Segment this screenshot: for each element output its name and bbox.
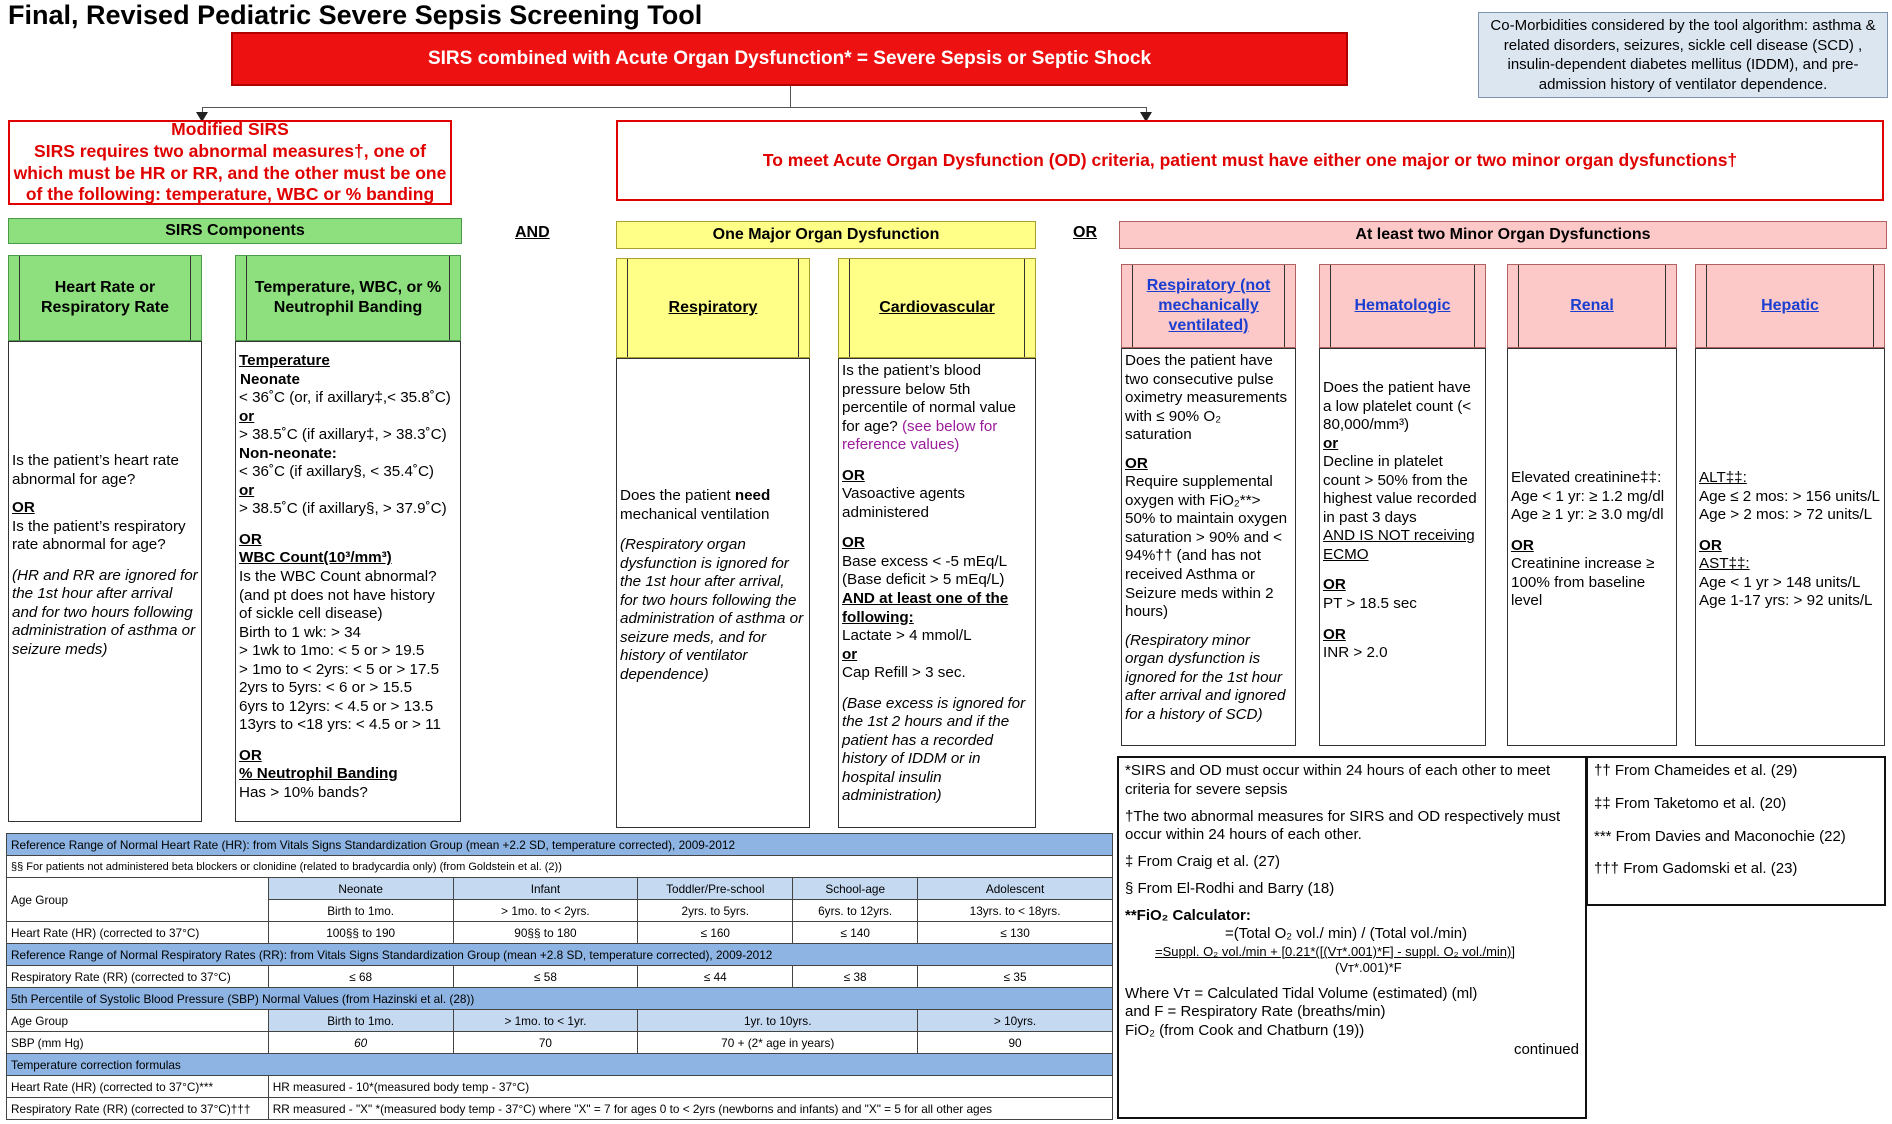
or-label: OR — [239, 530, 262, 548]
or-label: or — [842, 645, 858, 663]
age-range-cell: 6yrs. to 12yrs. — [793, 900, 918, 922]
or-label: OR — [842, 466, 865, 484]
fio2-formula: =(Total O₂ vol./ min) / (Total vol./min) — [1225, 925, 1468, 943]
or-label: OR — [1125, 454, 1148, 472]
age-group-label: Age Group — [7, 1010, 269, 1032]
wbc-label: WBC Count(10³/mm³) — [239, 549, 392, 567]
temp-wbc-header: Temperature, WBC, or % Neutrophil Banding — [235, 255, 461, 341]
cv-note: (Base excess is ignored for the 1st 2 hours and if the patient has a recorded history of IDDM or in hospital insulin administration) — [842, 694, 1026, 805]
rr-value-cell: ≤ 68 — [268, 966, 453, 988]
major-od-header: One Major Organ Dysfunction — [616, 221, 1036, 249]
sbp-group-cell: Birth to 1mo. — [268, 1010, 453, 1032]
fio2-title: **FiO₂ Calculator: — [1125, 906, 1251, 924]
renal-content — [1507, 348, 1677, 746]
wbc-line: (and pt does not have history — [239, 586, 435, 604]
renal-line: Creatinine increase ≥ 100% from baseline level — [1511, 555, 1655, 610]
minor-resp-note: (Respiratory minor organ dysfunction is ignored for the 1st hour after arrival and ignored for a history of SCD) — [1125, 631, 1286, 723]
reference-item: ‡‡ From Taketomo et al. (20) — [1594, 794, 1787, 812]
respiratory-note: (Respiratory organ dysfunction is ignored for the 1st hour after arrival, for two hours following the administration of asthma or seizure meds, and for history of ventilator dependence) — [620, 536, 804, 683]
wbc-line: Is the WBC Count abnormal? — [239, 568, 437, 586]
hematologic-content — [1319, 348, 1486, 746]
footnote: *SIRS and OD must occur within 24 hours of each other to meet criteria for severe sepsis — [1125, 762, 1551, 798]
age-range-cell: > 1mo. to < 2yrs. — [453, 900, 638, 922]
sbp-group-cell: > 1mo. to < 1yr. — [453, 1010, 638, 1032]
reference-item: †† From Chameides et al. (29) — [1594, 762, 1798, 779]
cv-line: Cap Refill > 3 sec. — [842, 664, 966, 682]
rr-formula-label: Respiratory Rate (RR) (corrected to 37°C)††† — [7, 1098, 269, 1120]
rr-value-cell: ≤ 35 — [918, 966, 1113, 988]
banding-label: % Neutrophil Banding — [239, 765, 398, 783]
hr-value-cell: ≤ 140 — [793, 922, 918, 944]
rr-question: Is the patient’s respiratory rate abnormal for age? — [12, 517, 186, 554]
hr-label: Heart Rate (HR) (corrected to 37°C) — [7, 922, 269, 944]
temp-line: < 36˚C (if axillary§, < 35.4˚C) — [239, 463, 434, 481]
connector-line — [790, 86, 791, 108]
fio2-formula: =Suppl. O₂ vol./min + [0.21*([(Vт*.001)*F] - suppl. O₂ vol./min)] — [1155, 944, 1515, 959]
renal-header: Renal — [1507, 264, 1677, 348]
hr-question: Is the patient’s heart rate abnormal for age? — [12, 452, 179, 488]
hematologic-header: Hematologic — [1319, 264, 1486, 348]
rr-value-cell: ≤ 44 — [638, 966, 793, 988]
or-label: or — [239, 481, 255, 499]
hr-value-cell: 90§§ to 180 — [453, 922, 638, 944]
sbp-value-cell: 90 — [918, 1032, 1113, 1054]
or-label: OR — [1323, 625, 1346, 643]
age-group-label: Age Group — [7, 878, 269, 922]
hr-value-cell: ≤ 160 — [638, 922, 793, 944]
wbc-line: > 1wk to 1mo: < 5 or > 19.5 — [239, 642, 425, 660]
temp-line: > 38.5˚C (if axillary§, > 37.9˚C) — [239, 500, 447, 518]
wbc-line: 2yrs to 5yrs: < 6 or > 15.5 — [239, 679, 413, 697]
cardiovascular-header: Cardiovascular — [838, 258, 1036, 358]
comorbidities-box: Co-Morbidities considered by the tool algorithm: asthma & related disorders, seizures, sickle cell disease (SCD) , insulin-dependent diabetes mellitus (IDDM), and pre-admission history of ventilator dependence. — [1478, 12, 1888, 98]
age-range-cell: 2yrs. to 5yrs. — [638, 900, 793, 922]
wbc-line: Birth to 1 wk: > 34 — [239, 623, 361, 641]
hepatic-content — [1695, 348, 1885, 746]
or-label: OR — [12, 499, 35, 517]
minor-respiratory-header: Respiratory (not mechanically ventilated) — [1121, 264, 1296, 348]
and-connector: AND — [515, 224, 550, 241]
temp-line: > 38.5˚C (if axillary‡, > 38.3˚C) — [239, 426, 447, 444]
cv-line: Vasoactive agents administered — [842, 485, 965, 521]
page-title: Final, Revised Pediatric Severe Sepsis Screening Tool — [8, 0, 703, 30]
heme-line: Does the patient have a low platelet count (< 80,000/mm³) — [1323, 379, 1472, 434]
fio2-where: FiO₂ (from Cook and Chatburn (19)) — [1125, 1022, 1365, 1039]
age-group-cell: Toddler/Pre-school — [638, 878, 793, 900]
hr-value-cell: ≤ 130 — [918, 922, 1113, 944]
age-group-cell: Adolescent — [918, 878, 1113, 900]
age-group-cell: School-age — [793, 878, 918, 900]
age-group-cell: Infant — [453, 878, 638, 900]
age-range-cell: 13yrs. to < 18yrs. — [918, 900, 1113, 922]
sbp-group-cell: 1yr. to 10yrs. — [638, 1010, 918, 1032]
hr-rr-note: (HR and RR are ignored for the 1st hour after arrival and for two hours following administration of asthma or seizure meds) — [12, 566, 198, 658]
sbp-value-cell: 60 — [268, 1032, 453, 1054]
wbc-line: 6yrs to 12yrs: < 4.5 or > 13.5 — [239, 697, 434, 715]
hr-rr-header: Heart Rate or Respiratory Rate — [8, 255, 202, 341]
heme-line: INR > 2.0 — [1323, 644, 1388, 662]
footnote: †The two abnormal measures for SIRS and OD respectively must occur within 24 hours of each other. — [1125, 807, 1561, 844]
reference-item: ††† From Gadomski et al. (23) — [1594, 860, 1798, 878]
connector-line — [202, 107, 1146, 108]
continued-label: continued — [1513, 1040, 1579, 1058]
or-label: OR — [842, 534, 865, 552]
sbp-label: SBP (mm Hg) — [7, 1032, 269, 1054]
or-label: or — [239, 407, 255, 425]
heme-line: Decline in platelet count > 50% from the highest value recorded in past 3 days — [1323, 453, 1477, 526]
hepatic-line: Age 1-17 yrs: > 92 units/L — [1699, 592, 1873, 610]
footnotes-box — [1117, 756, 1587, 1119]
rr-value-cell: ≤ 38 — [793, 966, 918, 988]
or-label: OR — [1511, 536, 1534, 554]
sirs-components-header: SIRS Components — [8, 218, 462, 244]
or-label: OR — [239, 746, 262, 764]
hepatic-line: Age ≤ 2 mos: > 156 units/L — [1699, 487, 1880, 505]
fio2-formula: (Vт*.001)*F — [1335, 960, 1402, 976]
wbc-line: 13yrs to <18 yrs: < 4.5 or > 11 — [239, 716, 441, 734]
renal-line: Age < 1 yr: ≥ 1.2 mg/dl — [1511, 487, 1665, 505]
wbc-line: > 1mo to < 2yrs: < 5 or > 17.5 — [239, 660, 440, 678]
cv-line: (Base deficit > 5 mEq/L) — [842, 571, 1005, 589]
wbc-line: of sickle cell disease) — [239, 605, 383, 623]
hr-value-cell: 100§§ to 190 — [268, 922, 453, 944]
temp-correction-title: Temperature correction formulas — [7, 1054, 1113, 1076]
sbp-group-cell: > 10yrs. — [918, 1010, 1113, 1032]
neonate-label: Neonate — [240, 370, 300, 388]
cv-line: AND at least one of the following: — [842, 590, 1009, 626]
temp-label: Temperature — [239, 352, 330, 369]
banding-line: Has > 10% bands? — [239, 784, 368, 802]
fio2-where: and F = Respiratory Rate (breaths/min) — [1125, 1003, 1386, 1021]
hepatic-header: Hepatic — [1695, 264, 1885, 348]
or-label: OR — [1323, 576, 1346, 594]
hr-rr-content — [8, 341, 202, 822]
minor-resp-line: Require supplemental oxygen with FiO₂**> 50% to maintain oxygen saturation > 90% and < 94%†† (and has not received Asthma or Seizure meds within 2 hours) — [1125, 473, 1288, 621]
major-respiratory-content — [616, 358, 810, 828]
major-respiratory-header: Respiratory — [616, 258, 810, 358]
reference-table — [6, 833, 1113, 1120]
temp-wbc-content — [235, 341, 461, 822]
rr-formula: RR measured - "X" *(measured body temp - 37°C) where "X" = 7 for ages 0 to < 2yrs (newborns and infants) and "X" = 5 for all other ages — [268, 1098, 1112, 1120]
footnote: ‡ From Craig et al. (27) — [1125, 853, 1281, 870]
fio2-where: Where Vт = Calculated Tidal Volume (estimated) (ml) — [1125, 984, 1478, 1002]
minor-respiratory-content — [1121, 348, 1296, 746]
footnote: § From El-Rodhi and Barry (18) — [1125, 879, 1335, 897]
or-connector: OR — [1073, 224, 1097, 241]
heme-line: AND IS NOT receiving ECMO — [1323, 527, 1475, 563]
hr-formula-label: Heart Rate (HR) (corrected to 37°C)*** — [7, 1076, 269, 1098]
sbp-value-cell: 70 — [453, 1032, 638, 1054]
organ-dysfunction-box — [616, 120, 1884, 201]
or-label: or — [1323, 434, 1339, 452]
rr-value-cell: ≤ 58 — [453, 966, 638, 988]
cardiovascular-content — [838, 358, 1036, 828]
minor-od-header: At least two Minor Organ Dysfunctions — [1119, 221, 1887, 249]
age-range-cell: Birth to 1mo. — [268, 900, 453, 922]
renal-line: Age ≥ 1 yr: ≥ 3.0 mg/dl — [1511, 506, 1664, 524]
non-neonate-label: Non-neonate: — [239, 444, 337, 462]
sirs-od-banner: SIRS combined with Acute Organ Dysfunction* = Severe Sepsis or Septic Shock — [231, 32, 1348, 86]
hr-range-note: §§ For patients not administered beta blockers or clonidine (related to bradycardia only) (from Goldstein et al. (2)) — [7, 856, 1113, 878]
modified-sirs-heading: Modified SIRS — [171, 118, 289, 139]
organ-dysfunction-text: To meet Acute Organ Dysfunction (OD) criteria, patient must have either one major or two minor organ dysfunctions† — [762, 149, 1738, 170]
ventilation-question: Does the patient need mechanical ventilation — [620, 487, 771, 523]
renal-line: Elevated creatinine‡‡: — [1511, 469, 1662, 486]
hepatic-line: Age < 1 yr > 148 units/L — [1699, 573, 1861, 591]
sbp-title: 5th Percentile of Systolic Blood Pressure (SBP) Normal Values (from Hazinski et al. (28)) — [7, 988, 1113, 1010]
or-label: OR — [1699, 536, 1722, 554]
hepatic-line: Age > 2 mos: > 72 units/L — [1699, 506, 1873, 524]
modified-sirs-box — [8, 120, 452, 205]
heme-line: PT > 18.5 sec — [1323, 595, 1417, 613]
temp-line: < 36˚C (or, if axillary‡,< 35.8˚C) — [239, 389, 451, 407]
cv-line: Lactate > 4 mmol/L — [842, 627, 972, 645]
bp-question: Is the patient’s blood pressure below 5th percentile of normal value for age? (see below for reference values) — [842, 362, 1016, 454]
rr-range-title: Reference Range of Normal Respiratory Rates (RR): from Vitals Signs Standardization Group (mean +2.8 SD, temperature corrected), 2009-2012 — [7, 944, 1113, 966]
sbp-value-cell: 70 + (2* age in years) — [638, 1032, 918, 1054]
minor-resp-line: Does the patient have two consecutive pulse oximetry measurements with ≤ 90% O₂ saturation — [1125, 352, 1288, 444]
modified-sirs-text: SIRS requires two abnormal measures†, one of which must be HR or RR, and the other must be one of the following: temperature, WBC or % banding — [13, 140, 447, 205]
reference-item: *** From Davies and Maconochie (22) — [1594, 827, 1846, 845]
rr-label: Respiratory Rate (RR) (corrected to 37°C) — [7, 966, 269, 988]
cv-line: Base excess < -5 mEq/L — [842, 552, 1008, 570]
hr-range-title: Reference Range of Normal Heart Rate (HR): from Vitals Signs Standardization Group (mean +2.2 SD, temperature corrected), 2009-2012 — [7, 834, 1113, 856]
age-group-cell: Neonate — [268, 878, 453, 900]
hepatic-line: ALT‡‡: — [1699, 469, 1747, 486]
references-box — [1586, 756, 1886, 906]
hepatic-line: AST‡‡: — [1699, 555, 1750, 573]
hr-formula: HR measured - 10*(measured body temp - 37°C) — [268, 1076, 1112, 1098]
